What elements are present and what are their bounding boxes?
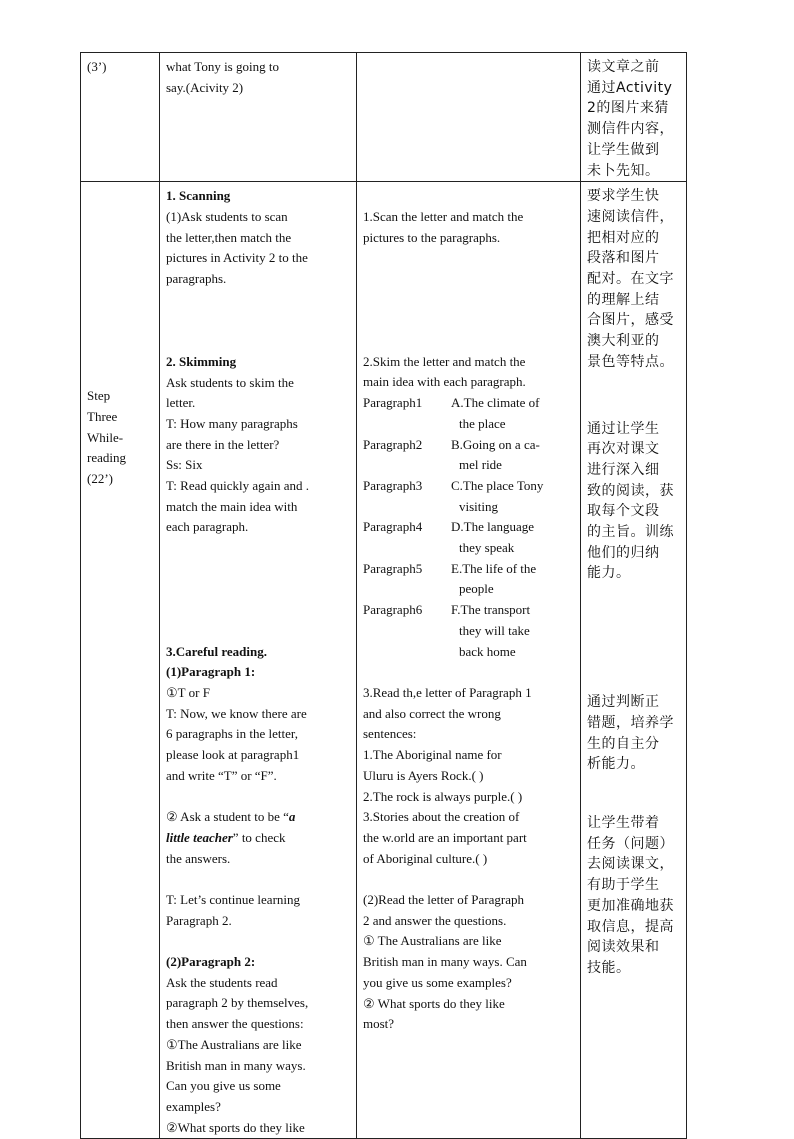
paragraph-match-row xyxy=(363,517,574,558)
text-line: then answer the questions: xyxy=(166,1016,304,1032)
step-label: Three xyxy=(87,408,118,424)
note-line: 进行深入细 xyxy=(587,461,660,478)
text-line: sentences: xyxy=(363,726,417,742)
note-line: 让学生做到 xyxy=(587,141,660,158)
note-line: 把相对应的 xyxy=(587,229,660,246)
text-line: 1.The Aboriginal name for xyxy=(363,747,502,763)
paragraph-match-row xyxy=(363,476,574,517)
text-line: British man in many ways. Can xyxy=(363,954,527,970)
text-line: 2.Skim the letter and match the xyxy=(363,353,526,369)
text-line: letter. xyxy=(166,395,196,411)
text-line: the letter,then match the xyxy=(166,229,292,245)
text-line: ② What sports do they like xyxy=(363,995,505,1011)
text-line: of Aboriginal culture.( ) xyxy=(363,850,488,866)
text-fragment: ② Ask a student to be “ xyxy=(166,809,289,825)
text-line: examples? xyxy=(166,1098,221,1114)
text-line: Ss: Six xyxy=(166,457,203,473)
text-line: ① The Australians are like xyxy=(363,933,502,949)
note-line: 取信息，提高 xyxy=(587,918,674,935)
text-line: T: How many paragraphs xyxy=(166,415,298,431)
match-option: people xyxy=(459,581,494,597)
text-line: Ask the students read xyxy=(166,974,278,990)
match-option: back home xyxy=(459,643,516,659)
match-option: C.The place Tony xyxy=(451,477,544,493)
design-note-cell xyxy=(581,53,687,182)
note-line: 取每个文段 xyxy=(587,503,660,520)
text-line: pictures in Activity 2 to the xyxy=(166,250,308,266)
note-line: 有助于学生 xyxy=(587,877,660,894)
text-line: (1)Ask students to scan xyxy=(166,208,288,224)
text-line: 2.The rock is always purple.( ) xyxy=(363,788,523,804)
paragraph-match-row xyxy=(363,600,574,662)
text-line: each paragraph. xyxy=(166,519,249,535)
text-line: ①The Australians are like xyxy=(166,1036,302,1052)
text-line: 3.Read th,e letter of Paragraph 1 xyxy=(363,684,532,700)
match-option: E.The life of the xyxy=(451,560,537,576)
text-line: 6 paragraphs in the letter, xyxy=(166,726,298,742)
note-line: 更加准确地获 xyxy=(587,897,674,914)
text-line: Paragraph 2. xyxy=(166,912,232,928)
text-line: ①T or F xyxy=(166,684,210,700)
note-line: 合图片，感受 xyxy=(587,312,674,329)
text-fragment: ” to check xyxy=(232,829,286,845)
text-line: Can you give us some xyxy=(166,1078,281,1094)
student-activity-cell xyxy=(357,182,581,1139)
text-line: (2)Read the letter of Paragraph xyxy=(363,892,524,907)
note-line: 通过判断正 xyxy=(587,694,660,711)
note-line: 段落和图片 xyxy=(587,250,660,267)
text-line: T: Now, we know there are xyxy=(166,705,307,721)
match-option: A.The climate of xyxy=(451,395,540,411)
match-option: visiting xyxy=(459,498,499,514)
match-option: the place xyxy=(459,415,506,431)
note-line: 技能。 xyxy=(587,959,631,976)
teacher-activity-cell xyxy=(160,53,357,182)
section-heading-careful-reading: 3.Careful reading. xyxy=(166,643,267,659)
text-line: you give us some examples? xyxy=(363,974,512,990)
step-time: (22’) xyxy=(87,471,113,487)
note-line: 配对。在文字 xyxy=(587,271,674,288)
match-option: they will take xyxy=(459,622,530,638)
note-line: 要求学生快 xyxy=(587,188,660,205)
lesson-plan-table xyxy=(80,52,687,1139)
emphasis-text: little teacher xyxy=(166,829,233,845)
note-line: 阅读效果和 xyxy=(587,939,660,956)
note-line: 错题，培养学 xyxy=(587,714,674,731)
text-line: T: Read quickly again and . xyxy=(166,478,310,494)
note-line: 的理解上结 xyxy=(587,291,660,308)
text-line: T: Let’s continue learning xyxy=(166,891,301,907)
time-cell xyxy=(81,53,160,182)
note-line: 速阅读信件， xyxy=(587,208,674,225)
paragraph1-heading: (1)Paragraph 1: xyxy=(166,664,256,680)
text-line: pictures to the paragraphs. xyxy=(363,229,501,245)
note-line: 未卜先知。 xyxy=(587,162,660,179)
paragraph-label: Paragraph3 xyxy=(363,477,423,493)
note-line: 再次对课文 xyxy=(587,441,660,458)
note-line: 让学生带着 xyxy=(587,814,660,831)
text-line: say.(Acivity 2) xyxy=(166,79,244,95)
text-line: and also correct the wrong xyxy=(363,705,501,721)
match-option: B.Going on a ca- xyxy=(451,436,540,452)
little-teacher-line xyxy=(166,807,350,828)
paragraph-label: Paragraph5 xyxy=(363,560,423,576)
paragraph2-heading: (2)Paragraph 2: xyxy=(166,954,256,970)
text-line: 2 and answer the questions. xyxy=(363,912,507,928)
note-line: 景色等特点。 xyxy=(587,353,674,370)
text-line: paragraphs. xyxy=(166,271,227,287)
text-line: the w.orld are an important part xyxy=(363,829,527,845)
text-line: what Tony is going to xyxy=(166,59,279,74)
text-line: British man in many ways. xyxy=(166,1057,306,1073)
text-line: Uluru is Ayers Rock.( ) xyxy=(363,767,484,783)
paragraph-match-row xyxy=(363,435,574,476)
text-line: paragraph 2 by themselves, xyxy=(166,995,309,1011)
emphasis-text: a xyxy=(288,809,296,825)
time-label: (3’) xyxy=(87,59,107,74)
note-line: 能力。 xyxy=(587,565,631,582)
teacher-activity-cell xyxy=(160,182,357,1139)
note-line: 析能力。 xyxy=(587,756,645,773)
text-line: and write “T” or “F”. xyxy=(166,767,277,783)
match-option: D.The language xyxy=(451,519,535,535)
paragraph-match-row xyxy=(363,393,574,434)
match-option: mel ride xyxy=(459,457,502,473)
paragraph-label: Paragraph4 xyxy=(363,519,423,535)
little-teacher-line xyxy=(166,828,350,849)
design-note-cell xyxy=(581,182,687,1139)
table-row xyxy=(81,182,687,1139)
text-line: the answers. xyxy=(166,850,231,866)
text-line: match the main idea with xyxy=(166,498,298,514)
text-line: 1.Scan the letter and match the xyxy=(363,208,524,224)
paragraph-label: Paragraph6 xyxy=(363,602,423,618)
section-heading-skimming: 2. Skimming xyxy=(166,353,237,369)
note-line: 通过让学生 xyxy=(587,420,660,437)
text-line: 3.Stories about the creation of xyxy=(363,809,520,825)
step-label: Step xyxy=(87,388,111,404)
match-option: they speak xyxy=(459,540,515,556)
student-activity-cell xyxy=(357,53,581,182)
text-line: Ask students to skim the xyxy=(166,374,294,390)
note-line: 去阅读课文， xyxy=(587,856,674,873)
note-line: 澳大利亚的 xyxy=(587,333,660,350)
text-line: main idea with each paragraph. xyxy=(363,374,526,390)
step-label: reading xyxy=(87,450,126,466)
paragraph-label: Paragraph1 xyxy=(363,395,423,411)
step-label: While- xyxy=(87,429,124,445)
note-line: 生的自主分 xyxy=(587,735,660,752)
note-line: 读文章之前 xyxy=(587,59,660,75)
paragraph-label: Paragraph2 xyxy=(363,436,423,452)
match-option: F.The transport xyxy=(451,602,531,618)
text-line: please look at paragraph1 xyxy=(166,747,300,763)
text-line: ②What sports do they like xyxy=(166,1119,305,1135)
table-row xyxy=(81,53,687,182)
note-line: 任务（问题） xyxy=(587,835,674,852)
note-line: 致的阅读，获 xyxy=(587,482,674,499)
paragraph-match-row xyxy=(363,559,574,600)
note-line: 的主旨。训练 xyxy=(587,524,674,541)
step-cell xyxy=(81,182,160,1139)
section-heading-scanning: 1. Scanning xyxy=(166,188,231,204)
note-line: 2的图片来猜 xyxy=(587,100,669,117)
text-line: are there in the letter? xyxy=(166,436,280,452)
note-line: 他们的归纳 xyxy=(587,544,660,561)
note-line: 通过Activity xyxy=(587,79,673,96)
note-line: 测信件内容， xyxy=(587,121,674,138)
text-line: most? xyxy=(363,1016,395,1032)
